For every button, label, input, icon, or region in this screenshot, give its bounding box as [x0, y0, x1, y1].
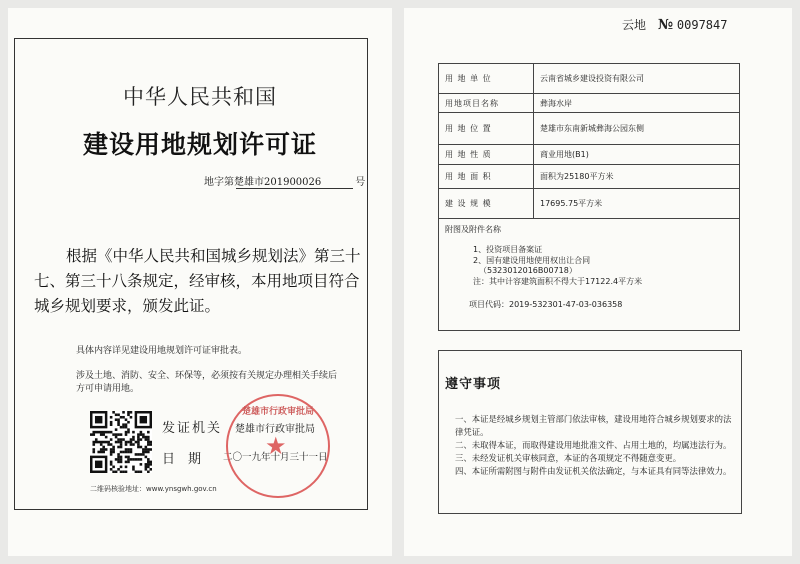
- attachments-row: [439, 219, 740, 331]
- number-suffix: 号: [355, 177, 366, 188]
- serial-prefix: 云地: [622, 18, 647, 32]
- attachment-item: （5323012016B00718）: [479, 266, 577, 275]
- note-detail: 具体内容详见建设用地规划许可证审批表。: [76, 346, 248, 356]
- certificate-right-page: [404, 8, 792, 556]
- seal-text: 楚雄市行政审批局: [241, 407, 314, 417]
- number-prefix: 地字第: [204, 177, 234, 188]
- info-row: [439, 189, 740, 219]
- country-title: 中华人民共和国: [123, 85, 277, 109]
- seal-star-icon: ★: [265, 432, 287, 460]
- qr-caption: 二维码核验地址：www.ynsgwh.gov.cn: [90, 485, 217, 493]
- info-row: [439, 145, 740, 165]
- issuer-label: 发证机关: [162, 421, 223, 436]
- qr-code-graphic: [90, 411, 152, 473]
- certificate-number: [204, 173, 365, 188]
- date-label: 日 期: [162, 452, 202, 467]
- attachment-item: 1、投资项目备案证: [473, 245, 543, 254]
- issuer-value: 楚雄市行政审批局: [235, 424, 315, 435]
- info-value: 商业用地(B1): [534, 145, 740, 165]
- info-key: 用 地 性 质: [439, 145, 534, 165]
- serial-value: 0097847: [676, 18, 728, 32]
- number-value: 楚雄市201900026: [234, 177, 322, 188]
- rules-box: [438, 350, 742, 514]
- rule-item: 三、未经发证机关审核同意，本证的各项规定不得随意变更。: [455, 453, 682, 463]
- info-row: [439, 113, 740, 145]
- info-key: 用地项目名称: [439, 94, 534, 113]
- attachments-list: [473, 245, 733, 287]
- info-value: 面积为25180平方米: [534, 165, 740, 189]
- attachments-title: 附图及附件名称: [445, 225, 501, 234]
- rule-item: 四、本证所需附图与附件由发证机关依法确定，与本证具有同等法律效力。: [455, 466, 732, 476]
- info-value: 17695.75平方米: [534, 189, 740, 219]
- document-title: 建设用地规划许可证: [82, 130, 317, 159]
- rule-item: 二、未取得本证，而取得建设用地批准文件、占用土地的，均属违法行为。: [455, 440, 732, 450]
- info-value: 彝海水岸: [534, 94, 740, 113]
- attachment-item: 2、国有建设用地使用权出让合同: [473, 255, 591, 265]
- serial-number: [622, 16, 727, 33]
- rules-list: [455, 413, 737, 478]
- info-key: 用 地 位 置: [439, 113, 534, 145]
- date-value: 二〇一九年十月三十一日: [223, 452, 328, 463]
- info-key: 用 地 面 积: [439, 165, 534, 189]
- attachment-note: 注：其中计容建筑面积不得大于17122.4平方米: [473, 276, 643, 286]
- info-row: [439, 94, 740, 113]
- project-code: 项目代码：2019-532301-47-03-036358: [469, 300, 623, 309]
- serial-no-sign: №: [657, 17, 674, 33]
- rule-item: 一、本证是经城乡规划主管部门依法审核，建设用地符合城乡规划要求的法律凭证。: [455, 414, 732, 437]
- rules-title: 遵守事项: [445, 377, 502, 392]
- certificate-left-page: [8, 8, 392, 556]
- info-value: 楚雄市东南新城彝海公园东侧: [534, 113, 740, 145]
- land-info-table: [438, 63, 740, 331]
- main-text: 根据《中华人民共和国城乡规划法》第三十七、第三十八条规定，经审核，本用地项目符合城乡规划要求，颁发此证。: [34, 247, 361, 315]
- info-key: 用 地 单 位: [439, 64, 534, 94]
- info-key: 建 设 规 模: [439, 189, 534, 219]
- note-procedures: 涉及土地、消防、安全、环保等，必须按有关规定办理相关手续后方可申请用地。: [76, 371, 338, 394]
- info-value: 云南省城乡建设投资有限公司: [534, 64, 740, 94]
- official-seal: [226, 394, 330, 498]
- qr-code: [90, 411, 152, 473]
- info-row: [439, 165, 740, 189]
- info-row: [439, 64, 740, 94]
